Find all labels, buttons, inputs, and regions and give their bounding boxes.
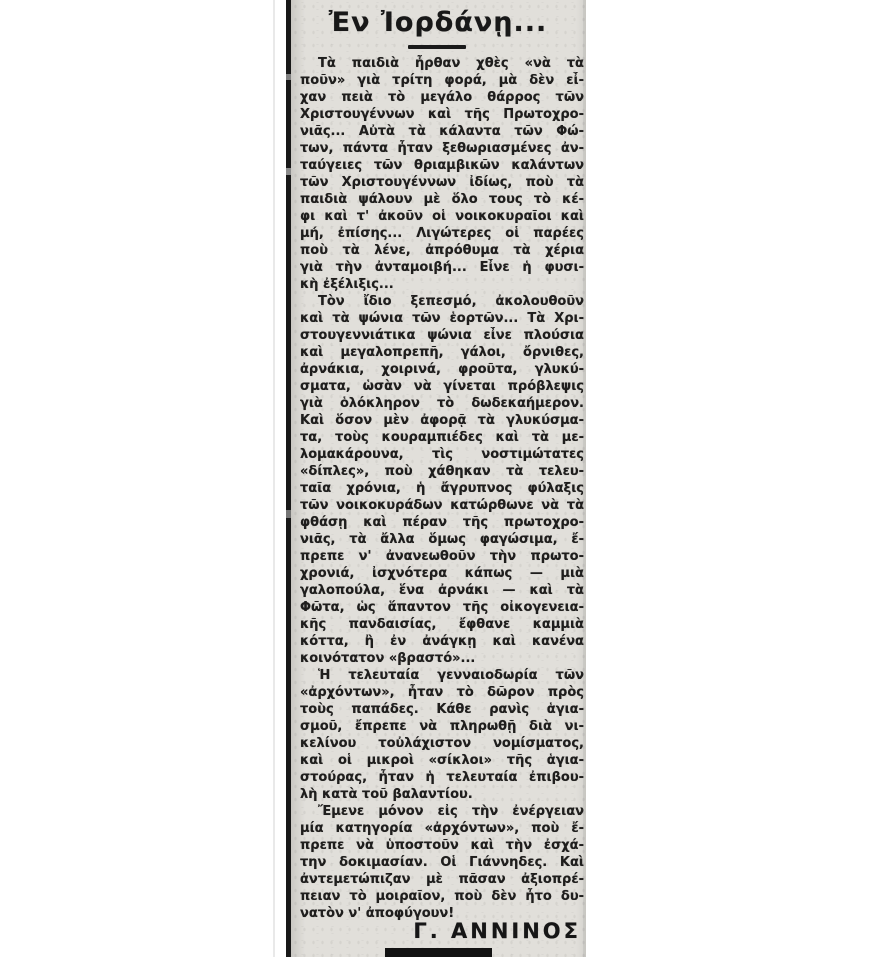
text-line: φι καὶ τ' ἀκοῦν οἱ νοικοκυραῖοι καὶ <box>300 209 584 224</box>
text-line: σμοῦ, ἔπρεπε νὰ πληρωθῇ διὰ νι- <box>300 719 584 734</box>
text-line: ταύγειες τῶν θριαμβικῶν καλάντων <box>300 158 584 173</box>
text-line: παιδιὰ ψάλουν μὲ ὅλο τους τὸ κέ- <box>300 192 584 207</box>
text-line: κόττα, ἢ ἐν ἀνάγκῃ καὶ κανένα <box>300 634 584 649</box>
text-line: χαν πειὰ τὸ μεγάλο θάρρος τῶν <box>300 90 584 105</box>
text-line: Τὸν ἴδιο ξεπεσμό, ἀκολουθοῦν <box>318 294 584 309</box>
text-line: «ἀρχόντων», ἦταν τὸ δῶρον πρὸς <box>300 685 584 700</box>
text-line: τοὺς παπάδες. Κάθε ρανὶς ἁγια- <box>300 702 584 717</box>
text-line: ποὺ τὰ λένε, ἀπρόθυμα τὰ χέρια <box>300 243 584 258</box>
text-line: λομακάρουνα, τὶς νοστιμώτατες <box>300 447 584 462</box>
text-line: «δίπλες», ποὺ χάθηκαν τὰ τελευ- <box>300 464 584 479</box>
text-line: μία κατηγορία «ἀρχόντων», ποὺ ἔ- <box>300 821 584 836</box>
paragraph <box>300 667 584 803</box>
text-line: πειαν τὸ μοιραῖον, ποὺ δὲν ἦτο δυ- <box>300 889 584 904</box>
text-line: γιὰ τὴν ἀνταμοιβή... Εἶνε ἡ φυσι- <box>300 260 584 275</box>
article-body <box>300 55 584 922</box>
text-line: γιὰ ὁλόκληρον τὸ δωδεκαήμερον. <box>300 396 584 411</box>
paper-fold-line <box>273 0 275 957</box>
section-end-bar <box>385 948 492 957</box>
text-line: την δοκιμασίαν. Οἱ Γιάννηδες. Καὶ <box>300 855 584 870</box>
text-line: γαλοπούλα, ἕνα ἀρνάκι — καὶ τὰ <box>300 583 584 598</box>
text-line: Ἡ τελευταία γενναιοδωρία τῶν <box>318 668 584 683</box>
paragraph <box>300 55 584 293</box>
text-line: πρεπε νὰ ὑποστοῦν καὶ τὴν ἐσχά- <box>300 838 584 853</box>
text-line: στούρας, ἦταν ἡ τελευταία ἐπιβου- <box>300 770 584 785</box>
text-line: τῶν Χριστουγέννων ἰδίως, ποὺ τὰ <box>300 175 584 190</box>
text-line: λὴ κατὰ τοῦ βαλαντίου. <box>300 787 473 802</box>
text-line: Φῶτα, ὡς ἅπαντον τῆς οἰκογενεια- <box>300 600 584 615</box>
text-line: κῆς πανδαισίας, ἔφθανε καμμιὰ <box>300 617 584 632</box>
article-title: Ἐν Ἰορδάνῃ... <box>328 7 548 38</box>
text-line: καὶ τὰ ψώνια τῶν ἑορτῶν... Τὰ Χρι- <box>300 311 584 326</box>
text-line: Τὰ παιδιὰ ἦρθαν χθὲς «νὰ τὰ <box>318 56 584 71</box>
paragraph <box>300 803 584 922</box>
text-line: κὴ ἐξέλιξις... <box>300 277 394 292</box>
text-line: καὶ οἱ μικροὶ «σίκλοι» τῆς ἁγια- <box>300 753 584 768</box>
text-line: νατὸν ν' ἀποφύγουν! <box>300 906 455 921</box>
text-line: ἀντεμετώπιζαν μὲ πᾶσαν ἀξιοπρέ- <box>300 872 584 887</box>
text-line: τῶν νοικοκυράδων κατώρθωνε νὰ τὰ <box>300 498 584 513</box>
title-underline-rule <box>408 45 466 49</box>
text-line: Ἔμενε μόνον εἰς τὴν ἐνέργειαν <box>318 804 584 819</box>
text-line: πρεπε ν' ἀνανεωθοῦν τὴν πρωτο- <box>300 549 584 564</box>
text-line: χρονιά, ἰσχνότερα κάπως — μιὰ <box>300 566 584 581</box>
text-line: καὶ μεγαλοπρεπῆ, γάλοι, ὄρνιθες, <box>300 345 584 360</box>
text-line: των, πάντα ἦταν ξεθωριασμένες ἀν- <box>300 141 584 156</box>
text-line: τα, τοὺς κουραμπιέδες καὶ τὰ με- <box>300 430 584 445</box>
text-line: νιᾶς... Αὐτὰ τὰ κάλαντα τῶν Φώ- <box>300 124 584 139</box>
text-line: μή, ἐπίσης... Λιγώτερες οἱ παρέες <box>300 226 584 241</box>
text-line: Χριστουγέννων καὶ τῆς Πρωτοχρο- <box>300 107 584 122</box>
text-line: ταῖα χρόνια, ἡ ἄγρυπνος φύλαξις <box>300 481 584 496</box>
text-line: ἀρνάκια, χοιρινά, φροῦτα, γλυκύ- <box>300 362 584 377</box>
text-line: νιᾶς, τὰ ἄλλα ὅμως φαγώσιμα, ἔ- <box>300 532 584 547</box>
text-line: ποῦν» γιὰ τρίτη φορά, μὰ δὲν εἶ- <box>300 73 584 88</box>
author-signature: Γ. ΑΝΝΙΝΟΣ <box>413 919 581 943</box>
text-line: φθάσῃ καὶ πέραν τῆς πρωτοχρο- <box>300 515 584 530</box>
text-line: Καὶ ὅσον μὲν ἀφορᾷ τὰ γλυκύσμα- <box>300 413 584 428</box>
paragraph <box>300 293 584 667</box>
text-line: στουγεννιάτικα ψώνια εἶνε πλούσια <box>300 328 584 343</box>
text-line: κελίνου τοὐλάχιστον νομίσματος, <box>300 736 584 751</box>
text-line: κοινότατον «βραστό»... <box>300 651 476 666</box>
text-line: σματα, ὡσὰν νὰ γίνεται πρόβλεψις <box>300 379 584 394</box>
